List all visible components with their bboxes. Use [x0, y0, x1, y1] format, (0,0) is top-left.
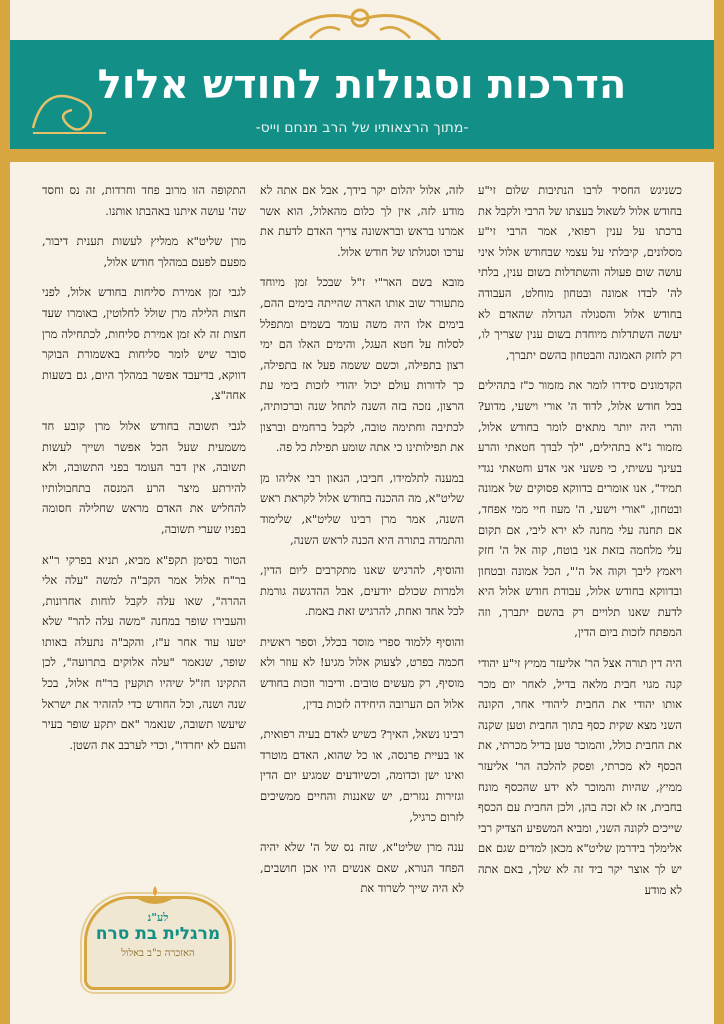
memorial-date: האזכרה כ"ב באלול: [121, 948, 195, 959]
left-gold-border: [0, 0, 10, 1024]
right-gold-border: [714, 0, 724, 1024]
paragraph: במענה לתלמידו, חביבו, הגאון רבי אליהו מן שליט"א, מה ההכנה בחודש אלול לקראת ראש השנה, אמר מרן רבינו שליט"א, שלימוד והתמדה בתורה היא הכנה לראש השנה,: [260, 470, 464, 547]
top-ornament-icon: [270, 0, 450, 45]
paragraph: הטור בסימן תקפ"א מביא, תניא בפרקי ר"א בר"ח אלול אמר הקב"ה למשה "עלה אלי ההרה", שאו עלה לקבל לוחות אחרונות, והעבירו שופר במחנה "משה עלה להר" שלא יטעו עוד אחר ע"ז, והקב"ה נתעלה באותו שופר, שנאמר "עלה אלוקים בתרועה", לכן התקינו חז"ל שיהיו תוקעין בר"ח אלול, בכל שנה ושנה, וכל החודש כדי להזהיר את ישראל שיעשו תשובה, שנאמר "אם יתקע שופר בעיר והעם לא יחרדו", וכדי לערבב את השטן.: [42, 552, 246, 752]
paragraph: מובא בשם האר"י ז"ל שבכל זמן מיוחד מתעורר שוב אותו הארה שהייתה בימים ההם, בימים אלו היה משה עומד בשמים ומתפלל לסלוח על חטא העגל, והימים האלו הם ימי רצון בתפילה, וכשם ששמה פעל אז בתפילה, כך לדורות עולם יכול יהודי לזכות בימי עת הרצון, נזכה בזה השנה לתחל שנה וברכותיה, לכתיבה וחתימה טובה, לקבל ברחמים וברצון את תפילותינו כי אתה שומע תפילת כל פה.: [260, 275, 464, 455]
paragraph: כשניגש החסיד לרבו הנתיבות שלום זי"ע בחודש אלול לשאול בעצתו של הרבי ולקבל את ברכתו על ענין רפואי, אמר הרבי זי"ע מסלונים, קיבלתי על עצמי שבחודש אלול איני עושה שום פעולה והשתדלות בשום ענין, בלתי לה' לבדו אמונה ובטחון מוחלט, העבודה בחודש אלול והסגולה הגדולה שהאדם לא יעשה השתדלות מיוחדת בשום ענין שצריך לו, רק לחזק האמונה והבטחון בהשם יתברך,: [478, 183, 682, 362]
page-subtitle: -מתוך הרצאותיו של הרב מנחם וייס-: [255, 120, 469, 136]
memorial-prefix: לע"נ: [147, 911, 169, 924]
header-gold-stripe: [10, 149, 714, 162]
memorial-plaque: [84, 896, 232, 990]
paragraph: לגבי זמן אמירת סליחות בחודש אלול, לפני חצות הלילה מרן שולל לחלוטין, באומרו שעד חצות זה לא זמן אמירת סליחות, לכתחילה מרן סובר שיש לומר סליחות באשמורת הבוקר דווקא, בדיעבד אפשר במהלך היום, גם בשעות אחה"צ,: [42, 285, 246, 403]
paragraph: מרן שליט"א ממליץ לעשות תענית דיבור, מפעם לפעם במהלך חודש אלול,: [42, 234, 246, 269]
paragraph: והוסיף, להרגיש שאנו מתקרבים ליום הדין, ולמרות שכולם יודעים, אבל ההדגשה גורמת לכל אחד ואחת, להרגיש זאת באמת.: [260, 563, 464, 619]
oil-lamp-icon: [130, 884, 180, 908]
column-middle: [260, 180, 464, 1024]
paragraph: היה דין תורה אצל הר' אליעזר ממיץ זי"ע יהודי קנה מגוי חבית מלאה בדיל, לאחר יום מכר אותו יהודי את החבית ליהודי אחר, הקונה השני מצא שקית כסף בתוך החבית וטען שקנה את החבית כולל, והמוכר טען בדיל מכרתי, את הכסף לא מכרתי, ופסק להלכה הר' אליעזר ממיץ, שהיות והמוכר לא ידע שהכסף מונח בחבית, אז לא זכה בהן, ולכן החבית עם הכסף שייכים לקונה השני, ומביא המשפיע הצדיק רבי אלימלך בידרמן שליט"א מכאן למדים שגם אם יש לך אוצר יקר ביד זה לא שלך, באם אתה לא מודע: [478, 656, 682, 897]
memorial-name: מרגלית בת סרח: [95, 924, 221, 944]
paragraph: לזה, אלול יהלום יקר בידך, אבל אם אתה לא מודע לזה, אין לך כלום מהאלול, הוא אשר אמרנו בראש ובראשונה צריך האדם לדעת את ערכו וסגולתו של חודש אלול.: [260, 183, 464, 259]
paragraph: התקופה הזו מרוב פחד וחרדות, זה נס וחסד שה' עושה איתנו באהבתו אותנו.: [42, 183, 246, 218]
paragraph: לגבי תשובה בחודש אלול מרן קובע חד משמעית שעל הכל אפשר ושייך לעשות תשובה, אין דבר העומד בפני התשובה, ולא להירתע מיצר הרע המנסה בתחבולותיו להחליש את האדם מראש שחלילה חסומה בפניו שערי תשובה,: [42, 418, 246, 536]
paragraph: הקדמונים סידרו לומר את מזמור כ"ז בתהילים בכל חודש אלול, לדוד ה' אורי וישעי, מדוע? והרי היה יותר מתאים לומר בחודש אלול, מזמור נ"א בתהילים, "לך לבדך חטאתי והרע בעינך עשיתי, כי פשעי אני אדע וחטאתי נגדי תמיד", אנו אומרים בדווקא פסוקים של אמונה ובטחון, "אורי וישעי, ה' מעוז חיי ממי אפחד, אם תחנה עלי מחנה לא ירא ליבי, אם תקום עלי מלחמה בזאת אני בוטח, קוה אל ה' חזק ויאמץ ליבך וקוה אל ה'", הכל אמונה ובטחון ובדווקא בחודש אלול, עבודת חודש אלול היא לדעת שאנו תלויים רק בהשם יתברך, וזה המפתח לזכות ביום הדין,: [478, 378, 682, 640]
paragraph: ענה מרן שליט"א, שזה נס של ה' שלא יהיה הפחד הנורא, שאם אנשים היו אכן חושבים, לא היה שייך לשרוד את: [260, 840, 464, 896]
column-right: [478, 180, 682, 1024]
paragraph: והוסיף ללמוד ספרי מוסר בכלל, וספר ראשית חכמה בפרט, לצעוק אלול מגיע! לא עוזר ולא מוסיף, רק מעשים טובים. ודיבור וזכות בחודש אלול הם הערובה היחידה לזכות בדין,: [260, 634, 464, 711]
paragraph: רבינו נשאל, האיך? כשיש לאדם בעיה רפואית, או בעיית פרנסה, או כל שהוא, האדם מוטרד ואינו ישן וכדומה, וכשיודעים שמגיע יום הדין וגזירות נגזרים, יש שאננות והחיים ממשיכים לזרום כרגיל,: [260, 727, 464, 824]
page-title: הדרכות וסגולות לחודש אלול: [97, 62, 627, 108]
